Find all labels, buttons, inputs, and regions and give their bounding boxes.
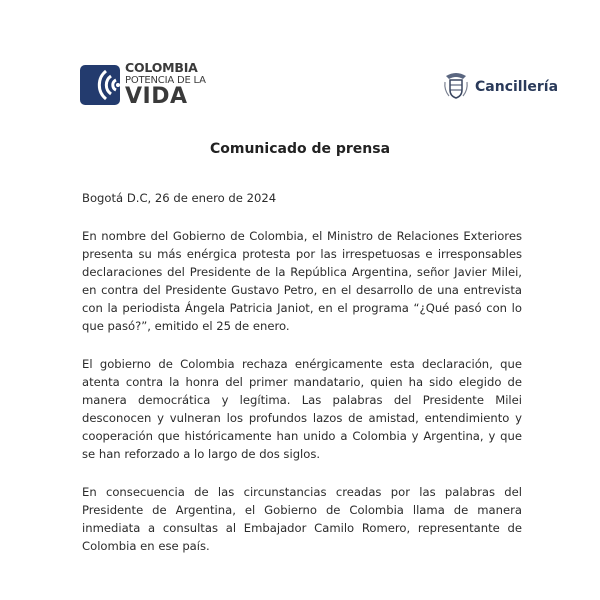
- colombia-potencia-de-la-vida-logo: [80, 62, 206, 108]
- logo-line-3: VIDA: [125, 83, 188, 109]
- paragraph: En consecuencia de las circunstancias creadas por las palabras del Presidente de Argentina, el Gobierno de Colombia llama de manera inmediata a consultas al Embajador Camilo Romero, representante de Colombia en ese país.: [82, 485, 522, 553]
- paragraph: En nombre del Gobierno de Colombia, el Ministro de Relaciones Exteriores presenta su más enérgica protesta por las irrespetuosas e irresponsables declaraciones del Presidente de la República Argentina, señor Javier Milei, en contra del Presidente Gustavo Petro, en el desarrollo de una entrevista con la periodista Ángela Patricia Janiot, en el programa “¿Qué pasó con lo que pasó?”, emitido el 25 de enero.: [82, 229, 522, 333]
- colombia-wave-logo-icon: [80, 65, 120, 105]
- cancilleria-name: Cancillería: [475, 79, 559, 95]
- logo-line-1: COLOMBIA: [125, 60, 198, 75]
- page-title: Comunicado de prensa: [209, 141, 391, 157]
- document-date: Bogotá D.C, 26 de enero de 2024: [82, 191, 277, 205]
- logo-line-2: POTENCIA DE LA: [125, 74, 206, 86]
- paragraph: El gobierno de Colombia rechaza enérgicamente esta declaración, que atenta contra la honra del primer mandatario, quien ha sido elegido de manera democrática y legítima. Las palabras del Presidente Milei desconocen y vulneran los profundos lazos de amistad, entendimiento y cooperación que históricamente han unido a Colombia y Argentina, y que se han reforzado a lo largo de dos siglos.: [82, 357, 522, 461]
- document-body: [82, 189, 522, 575]
- cancilleria-logo: [443, 70, 558, 104]
- coat-of-arms-icon: [443, 70, 469, 104]
